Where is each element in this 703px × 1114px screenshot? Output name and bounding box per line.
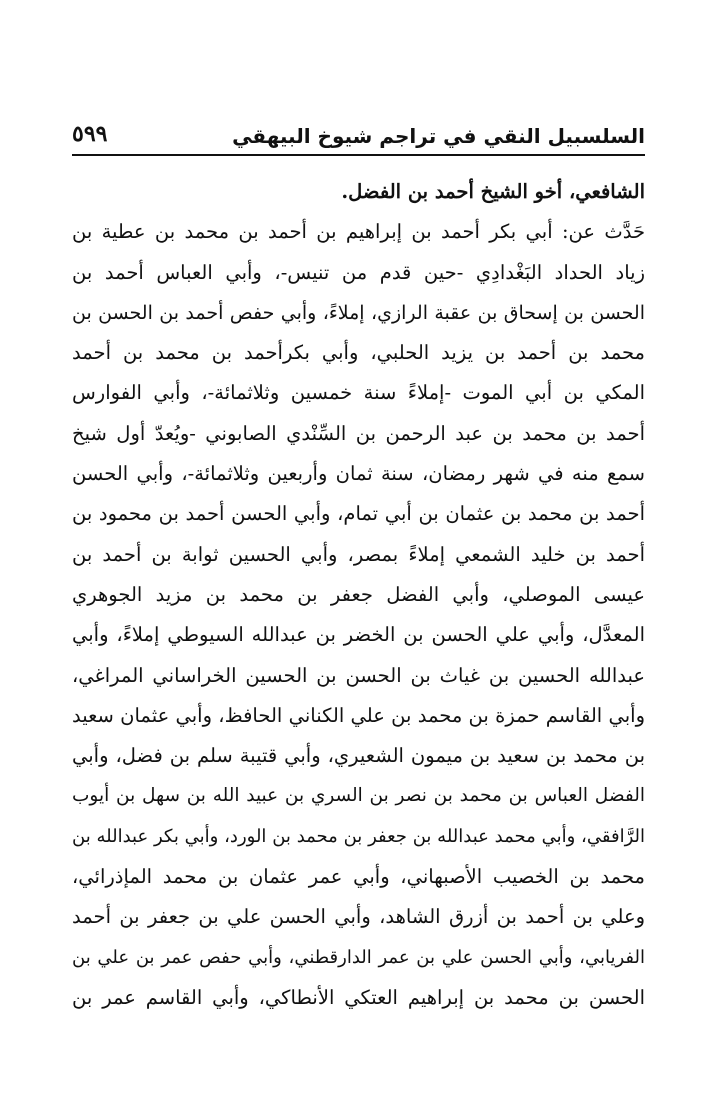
text-line: وعلي بن أحمد بن أزرق الشاهد، وأبي الحسن علي بن جعفر بن أحمد — [72, 905, 645, 929]
text-line: المعدَّل، وأبي علي الحسن بن الخضر بن عبدالله السيوطي إملاءً، وأبي — [72, 623, 645, 647]
body-text — [72, 172, 645, 1018]
text-line: الرَّافقي، وأبي محمد عبدالله بن جعفر بن محمد بن الورد، وأبي بكر عبدالله بن — [72, 825, 645, 847]
text-line: الشافعي، أخو الشيخ أحمد بن الفضل. — [341, 180, 645, 203]
text-line: أحمد بن خليد الشمعي إملاءً بمصر، وأبي الحسين ثوابة بن أحمد بن — [72, 542, 645, 566]
text-line: الفريابي، وأبي الحسن علي بن عمر الدارقطني، وأبي حفص عمر بن علي بن — [72, 946, 645, 968]
text-line: حَدَّث عن: أبي بكر أحمد بن إبراهيم بن أحمد بن محمد بن عطية بن — [72, 220, 645, 244]
text-line: عيسى الموصلي، وأبي الفضل جعفر بن محمد بن مزيد الجوهري — [72, 582, 645, 606]
text-line: الحسن بن إسحاق بن عقبة الرازي، إملاءً، وأبي حفص أحمد بن الحسن بن — [72, 301, 645, 324]
text-line: محمد بن أحمد بن يزيد الحلبي، وأبي بكرأحمد بن محمد بن أحمد — [72, 341, 645, 365]
text-line: وأبي القاسم حمزة بن محمد بن علي الكناني الحافظ، وأبي عثمان سعيد — [72, 703, 645, 727]
text-line: سمع منه في شهر رمضان، سنة ثمان وأربعين وثلاثمائة-، وأبي الحسن — [72, 462, 645, 486]
text-line: عبدالله الحسين بن غياث بن الحسن بن الحسين الخراساني المراغي، — [72, 663, 645, 687]
text-line: الفضل العباس بن محمد بن نصر بن السري بن عبيد الله بن سهل بن أيوب — [72, 785, 645, 807]
text-line: بن محمد بن سعيد بن ميمون الشعيري، وأبي قتيبة سلم بن فضل، وأبي — [72, 744, 645, 768]
text-line: أحمد بن محمد بن عبد الرحمن بن السِّنْدي الصابوني -ويُعدّ أول شيخ — [72, 421, 645, 445]
text-line: المكي بن أبي الموت -إملاءً سنة خمسين وثلاثمائة-، وأبي الفوارس — [72, 381, 645, 405]
text-line: محمد بن الخصيب الأصبهاني، وأبي عمر عثمان بن محمد المإذرائي، — [72, 865, 645, 889]
page-header — [72, 112, 645, 156]
text-line: أحمد بن محمد بن عثمان بن أبي تمام، وأبي الحسن أحمد بن محمود بن — [72, 502, 645, 526]
running-title: السلسبيل النقي في تراجم شيوخ البيهقي — [232, 124, 645, 148]
header-rule — [72, 154, 645, 156]
page-number: ٥٩٩ — [72, 121, 108, 147]
text-line: الحسن بن محمد بن إبراهيم العتكي الأنطاكي، وأبي القاسم عمر بن — [72, 985, 645, 1009]
text-line: زياد الحداد البَغْدادِي -حين قدم من تنيس-، وأبي العباس أحمد بن — [72, 260, 645, 284]
